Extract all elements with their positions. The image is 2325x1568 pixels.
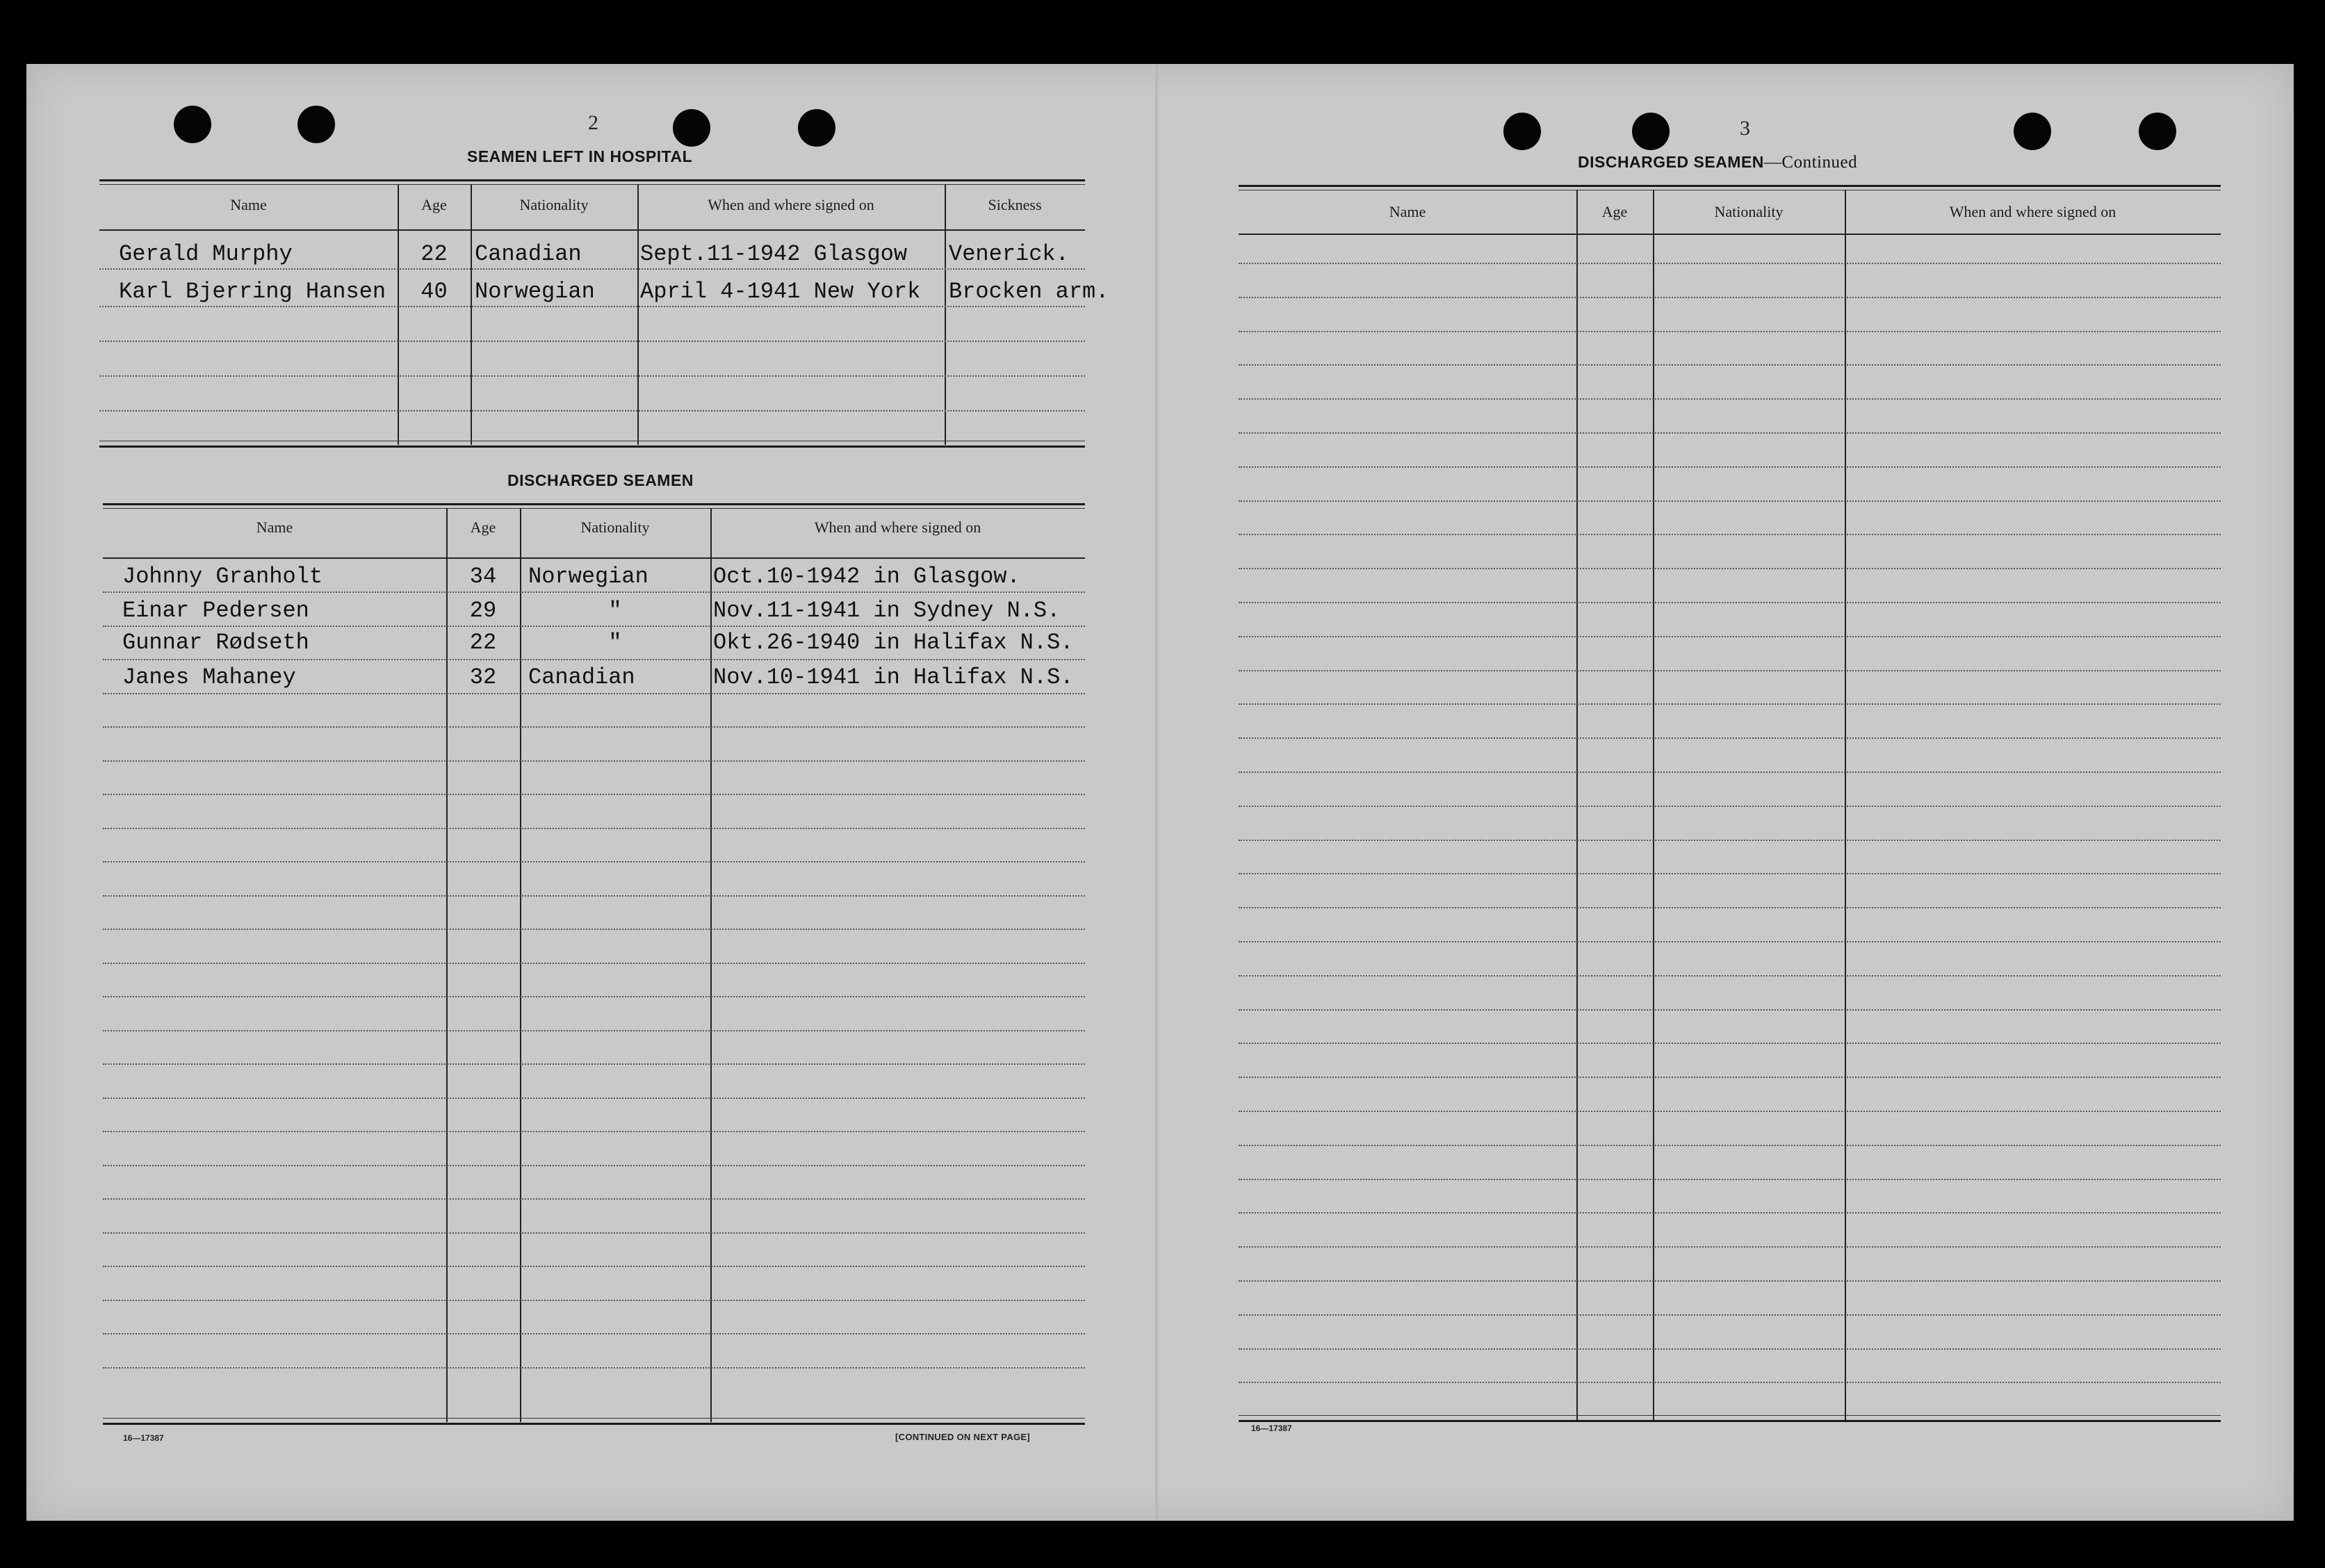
- ruled-line: [1239, 1009, 2221, 1011]
- punch-hole: [297, 106, 335, 143]
- ruled-line: [1239, 1043, 2221, 1044]
- cell-nationality: Canadian: [475, 241, 582, 267]
- table-row: [103, 566, 1085, 588]
- ruled-line: [103, 1367, 1085, 1369]
- ruled-line: [1239, 703, 2221, 705]
- cell-age: 22: [421, 241, 448, 267]
- ruled-line: [103, 726, 1085, 728]
- discharged-section-title: DISCHARGED SEAMEN: [507, 471, 694, 489]
- column-header-nationality: Nationality: [1714, 203, 1784, 220]
- table-row: [99, 279, 1109, 304]
- ruled-line: [103, 626, 1085, 627]
- ruled-line: [1239, 1111, 2221, 1112]
- cell-name: Janes Mahaney: [122, 664, 296, 690]
- ruled-line: [1239, 1077, 2221, 1078]
- ruled-line: [1239, 636, 2221, 637]
- ruled-line: [1239, 737, 2221, 739]
- punch-hole: [2014, 113, 2051, 150]
- ruled-line: [1239, 840, 2221, 841]
- ruled-line: [1239, 1348, 2221, 1350]
- ruled-line: [103, 1165, 1085, 1166]
- right-section-title: [1578, 153, 1857, 172]
- ruled-line: [1239, 975, 2221, 977]
- column-header-signed-on: When and where signed on: [814, 518, 981, 536]
- hospital-table: [99, 179, 1109, 450]
- cell-name: Gunnar Rødseth: [122, 630, 309, 655]
- column-header-sickness: Sickness: [988, 196, 1042, 213]
- ruled-line: [1239, 907, 2221, 908]
- punch-hole: [1503, 113, 1541, 150]
- ruled-line: [103, 1063, 1085, 1065]
- column-header-age: Age: [470, 518, 496, 536]
- form-number-right: 16—17387: [1251, 1423, 1292, 1433]
- cell-signed-on: Nov.10-1941 in Halifax N.S.: [713, 664, 1074, 690]
- ruled-line: [1239, 364, 2221, 366]
- column-header-signed-on: When and where signed on: [1949, 203, 2116, 220]
- ruled-line: [1239, 771, 2221, 773]
- ruled-line: [1239, 806, 2221, 807]
- ruled-line: [1239, 1280, 2221, 1282]
- continued-note: [CONTINUED ON NEXT PAGE]: [895, 1432, 1031, 1442]
- punch-hole: [174, 106, 211, 143]
- cell-sickness: Venerick.: [949, 241, 1069, 267]
- cell-age: 32: [469, 664, 497, 690]
- cell-sickness: Brocken arm.: [949, 279, 1109, 304]
- cell-nationality: Norwegian: [528, 564, 648, 589]
- form-number-left: 16—17387: [123, 1433, 164, 1443]
- ruled-line: [103, 963, 1085, 964]
- cell-signed-on: Okt.26-1940 in Halifax N.S.: [713, 630, 1074, 655]
- cell-signed-on: Sept.11-1942 Glasgow: [640, 241, 908, 267]
- cell-age: 34: [469, 564, 497, 589]
- ruled-line: [1239, 602, 2221, 603]
- column-header-name: Name: [230, 196, 267, 213]
- ruled-line: [1239, 466, 2221, 468]
- ruled-line: [103, 760, 1085, 762]
- column-header-name: Name: [256, 518, 293, 536]
- ruled-line: [1239, 568, 2221, 569]
- ruled-line: [103, 591, 1085, 593]
- cell-signed-on: April 4-1941 New York: [640, 279, 921, 304]
- ruled-line: [1239, 500, 2221, 502]
- column-header-nationality: Nationality: [519, 196, 589, 213]
- cell-nationality: ": [608, 630, 622, 655]
- ruled-line: [103, 895, 1085, 897]
- column-header-name: Name: [1389, 203, 1426, 220]
- ruled-line: [103, 1097, 1085, 1099]
- ruled-line: [103, 929, 1085, 930]
- ruled-line: [103, 1300, 1085, 1301]
- ruled-line: [1239, 331, 2221, 332]
- discharged-table-header: [103, 518, 1085, 537]
- discharged-table: [103, 503, 1085, 1421]
- page-number-right: 3: [1740, 117, 1750, 140]
- cell-signed-on: Oct.10-1942 in Glasgow.: [713, 564, 1020, 589]
- ruled-line: [1239, 1382, 2221, 1383]
- ruled-line: [103, 1198, 1085, 1200]
- discharged-continued-table: [1239, 185, 2221, 1425]
- ruled-line: [103, 1131, 1085, 1132]
- cell-name: Einar Pedersen: [122, 598, 309, 623]
- hospital-table-header: [99, 196, 1085, 214]
- table-row: [103, 664, 1085, 690]
- ruled-line: [103, 1232, 1085, 1234]
- page-fold: [1155, 64, 1158, 1521]
- ruled-line: [1239, 670, 2221, 671]
- ruled-line: [103, 1266, 1085, 1267]
- ruled-line: [1239, 534, 2221, 535]
- ruled-line: [1239, 297, 2221, 298]
- ruled-line: [1239, 941, 2221, 942]
- ruled-line: [103, 659, 1085, 660]
- ruled-line: [103, 996, 1085, 997]
- cell-nationality: Canadian: [528, 664, 635, 690]
- ruled-line: [1239, 1212, 2221, 1214]
- right-title-suffix: —Continued: [1763, 153, 1858, 172]
- cell-nationality: Norwegian: [475, 279, 595, 304]
- ruled-line: [1239, 1246, 2221, 1248]
- page-number-left: 2: [588, 111, 598, 134]
- cell-name: Johnny Granholt: [122, 564, 323, 589]
- ruled-line: [1239, 263, 2221, 264]
- ruled-line: [1239, 873, 2221, 874]
- ruled-line: [103, 828, 1085, 829]
- column-header-nationality: Nationality: [580, 518, 650, 536]
- ruled-line: [103, 693, 1085, 694]
- continued-table-header: [1239, 203, 2221, 221]
- cell-name: Gerald Murphy: [119, 241, 293, 267]
- cell-age: 29: [469, 598, 497, 623]
- column-header-signed-on: When and where signed on: [708, 196, 874, 213]
- ruled-line: [1239, 398, 2221, 400]
- ruled-line: [103, 861, 1085, 863]
- cell-nationality: ": [608, 598, 622, 623]
- ruled-line: [1239, 1179, 2221, 1180]
- cell-name: Karl Bjerring Hansen: [119, 279, 386, 304]
- ruled-line: [1239, 1314, 2221, 1316]
- ruled-line: [1239, 432, 2221, 434]
- punch-hole: [673, 109, 710, 147]
- ruled-line: [103, 1030, 1085, 1031]
- table-row: [103, 632, 1085, 654]
- hospital-section-title: SEAMEN LEFT IN HOSPITAL: [467, 147, 693, 165]
- ruled-line: [103, 1333, 1085, 1334]
- cell-age: 22: [469, 630, 497, 655]
- table-row: [99, 243, 1085, 266]
- ruled-line: [1239, 1145, 2221, 1146]
- punch-hole: [1632, 113, 1670, 150]
- punch-hole: [2139, 113, 2176, 150]
- cell-age: 40: [421, 279, 448, 304]
- cell-signed-on: Nov.11-1941 in Sydney N.S.: [713, 598, 1061, 623]
- ruled-line: [103, 794, 1085, 795]
- right-title-text: DISCHARGED SEAMEN: [1578, 153, 1764, 171]
- column-header-age: Age: [421, 196, 447, 213]
- column-header-age: Age: [1601, 203, 1628, 220]
- table-row: [103, 600, 1085, 622]
- punch-hole: [798, 109, 835, 147]
